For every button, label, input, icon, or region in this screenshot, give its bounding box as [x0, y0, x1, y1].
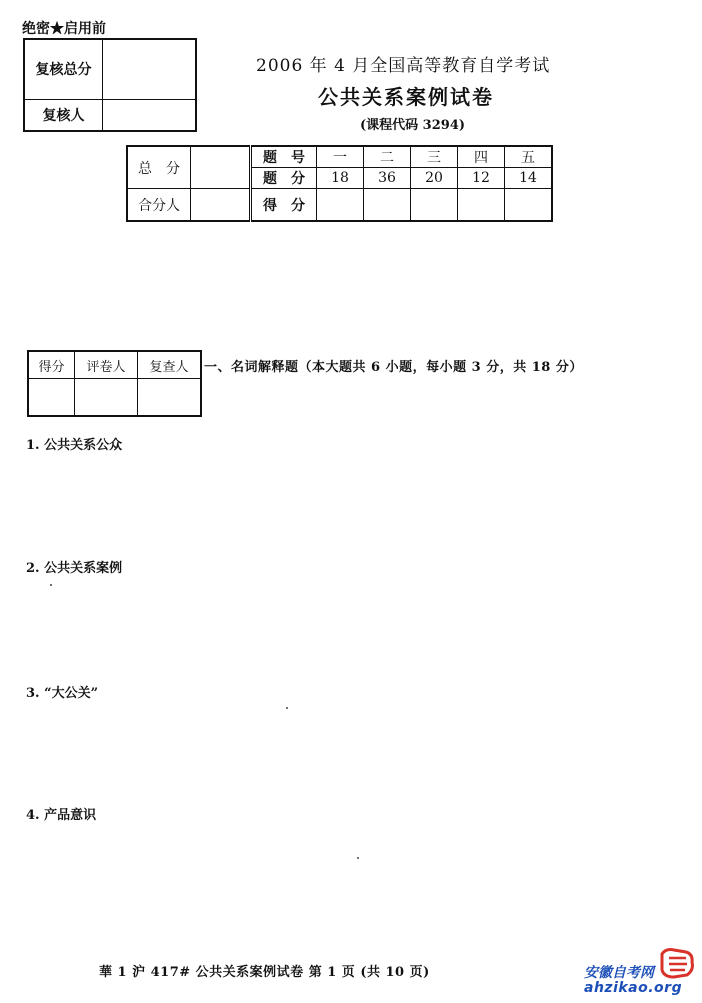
points-col-5: 14	[505, 168, 553, 189]
reviewer-label: 复核人	[24, 99, 103, 131]
score-cell-1	[317, 189, 364, 222]
question-item: 1. 公共关系公众	[26, 438, 123, 453]
fist-logo-icon	[656, 946, 696, 982]
question-col-4: 四	[458, 146, 505, 168]
section-title: 一、名词解释题（本大题共 6 小题，每小题 3 分，共 18 分）	[204, 360, 583, 375]
total-score-value	[191, 146, 251, 189]
question-col-1: 一	[317, 146, 364, 168]
question-item: 3. “大公关”	[26, 686, 99, 701]
score-table	[126, 145, 553, 222]
points-col-1: 18	[317, 168, 364, 189]
tally-label: 合分人	[127, 189, 191, 222]
points-label: 题 分	[251, 168, 317, 189]
review-box	[23, 38, 197, 132]
section-checker-label: 复查人	[138, 351, 202, 379]
section-grader-cell	[75, 379, 138, 417]
question-col-3: 三	[411, 146, 458, 168]
section-score-cell	[28, 379, 75, 417]
score-cell-4	[458, 189, 505, 222]
score-cell-2	[364, 189, 411, 222]
scan-speck	[357, 857, 359, 859]
points-col-4: 12	[458, 168, 505, 189]
scan-speck	[50, 584, 52, 586]
question-col-2: 二	[364, 146, 411, 168]
question-col-5: 五	[505, 146, 553, 168]
watermark-text: 安徽自考网	[584, 965, 654, 981]
section-grader-label: 评卷人	[75, 351, 138, 379]
score-label: 得 分	[251, 189, 317, 222]
section-checker-cell	[138, 379, 202, 417]
course-code: (课程代码 3294)	[360, 118, 466, 133]
question-item: 4. 产品意识	[26, 808, 97, 823]
tally-value	[191, 189, 251, 222]
section-score-label: 得分	[28, 351, 75, 379]
review-total-value	[103, 39, 197, 99]
question-item: 2. 公共关系案例	[26, 561, 123, 576]
points-col-2: 36	[364, 168, 411, 189]
review-total-label: 复核总分	[24, 39, 103, 99]
scan-speck	[286, 707, 288, 709]
watermark-url: ahzikao.org	[584, 980, 683, 996]
exam-title: 2006 年 4 月全国高等教育自学考试	[256, 56, 551, 76]
page-footer: 華 1 沪 417# 公共关系案例试卷 第 1 页 (共 10 页)	[99, 965, 430, 980]
total-score-label: 总 分	[127, 146, 191, 189]
section-score-box	[27, 350, 202, 417]
score-cell-5	[505, 189, 553, 222]
points-col-3: 20	[411, 168, 458, 189]
question-no-label: 题 号	[251, 146, 317, 168]
secret-label: 绝密★启用前	[22, 21, 106, 37]
reviewer-value	[103, 99, 197, 131]
paper-title: 公共关系案例试卷	[318, 85, 494, 109]
score-cell-3	[411, 189, 458, 222]
